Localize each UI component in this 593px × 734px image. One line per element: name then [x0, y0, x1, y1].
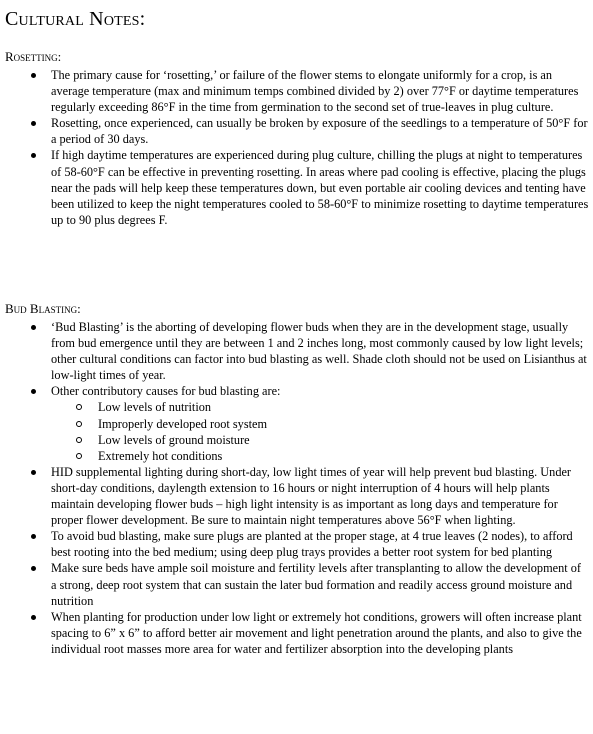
list-item-text: When planting for production under low light or extremely hot conditions, growers will often increase plant spacing to 6” x 6” to afford better air movement and light penetration around the plants, and also to give the individual root masses more area for water and fertilizer absorption into the developing plants	[51, 609, 582, 656]
list-item-text: Rosetting, once experienced, can usually be broken by exposure of the seedlings to a temperature of 50°F for a period of 30 days.	[51, 116, 588, 147]
bud-blasting-heading: Bud Blasting:	[5, 301, 81, 316]
bullet-icon	[31, 389, 36, 394]
sub-list-item-text: Low levels of ground moisture	[98, 432, 250, 447]
sub-list-item	[51, 416, 589, 432]
bullet-icon	[31, 153, 36, 158]
list-item	[0, 115, 593, 147]
bullet-icon	[31, 121, 36, 126]
bullet-icon	[31, 325, 36, 330]
bullet-icon	[31, 73, 36, 78]
sub-list-item	[51, 432, 589, 448]
circle-bullet-icon	[76, 421, 82, 427]
sub-list-item-text: Extremely hot conditions	[98, 448, 223, 463]
list-item	[0, 560, 593, 608]
list-item	[0, 609, 593, 657]
rosetting-list	[0, 67, 593, 228]
bullet-icon	[31, 534, 36, 539]
sub-list-item-text: Low levels of nutrition	[98, 400, 212, 415]
list-item-text: ‘Bud Blasting’ is the aborting of developing flower buds when they are in the development stage, usually from bud emergence until they are between 1 and 2 inches long, most commonly caused by low light levels; other cultural conditions can factor into bud blasting as well. Shade cloth should not be used on Lisianthus at low-light times of year.	[51, 320, 587, 383]
list-item	[0, 383, 593, 463]
circle-bullet-icon	[76, 437, 82, 443]
bullet-icon	[31, 470, 36, 475]
list-item-text: If high daytime temperatures are experienced during plug culture, chilling the plugs at night to temperatures of 58-60°F can be effective in preventing rosetting. In areas where pad cooling is effective, placing the plugs near the pads will help keep these temperatures down, but even portable air cooling devices and tenting have been utilized to keep the night temperatures cooled to 58-60°F to minimize rosetting to daytime temperatures up to 90 plus degrees F.	[51, 148, 589, 227]
bullet-icon	[31, 615, 36, 620]
rosetting-heading: Rosetting:	[5, 49, 62, 64]
list-item	[0, 528, 593, 560]
list-item	[0, 319, 593, 383]
sub-list	[51, 399, 589, 463]
list-item-text: Other contributory causes for bud blasting are:	[51, 384, 281, 399]
bud-blasting-list	[0, 319, 593, 657]
list-item	[0, 147, 593, 227]
list-item-text: Make sure beds have ample soil moisture and fertility levels after transplanting to allow the development of a strong, deep root system that can sustain the later bud formation and readily access ground moisture and nutrition	[51, 561, 581, 608]
list-item	[0, 464, 593, 528]
sub-list-item	[51, 399, 589, 415]
circle-bullet-icon	[76, 453, 82, 459]
bullet-icon	[31, 566, 36, 571]
list-item	[0, 67, 593, 115]
list-item-text: HID supplemental lighting during short-day, low light times of year will help prevent bud blasting. Under short-day conditions, daylength extension to 16 hours or night interruption of 4 hours will help plants maintain developing flower buds – high light intensity is as important as long days and temperature for proper flower development. Be sure to maintain night temperatures above 56°F when lighting.	[51, 464, 572, 528]
sub-list-item-text: Improperly developed root system	[98, 416, 268, 431]
list-item-text: The primary cause for ‘rosetting,’ or failure of the flower stems to elongate uniformly for a crop, is an average temperature (max and minimum temps combined divided by 2) over 77°F or daytime temperatures regularly exceeding 86°F in the time from germination to the second set of true-leaves in plug culture.	[51, 68, 579, 115]
page-title: Cultural Notes:	[5, 8, 146, 30]
list-item-text: To avoid bud blasting, make sure plugs are planted at the proper stage, at 4 true leaves (2 nodes), to afford best rooting into the bed medium; using deep plug trays provides a better root system for bed planting	[51, 529, 573, 560]
sub-list-item	[51, 448, 589, 464]
circle-bullet-icon	[76, 404, 82, 410]
